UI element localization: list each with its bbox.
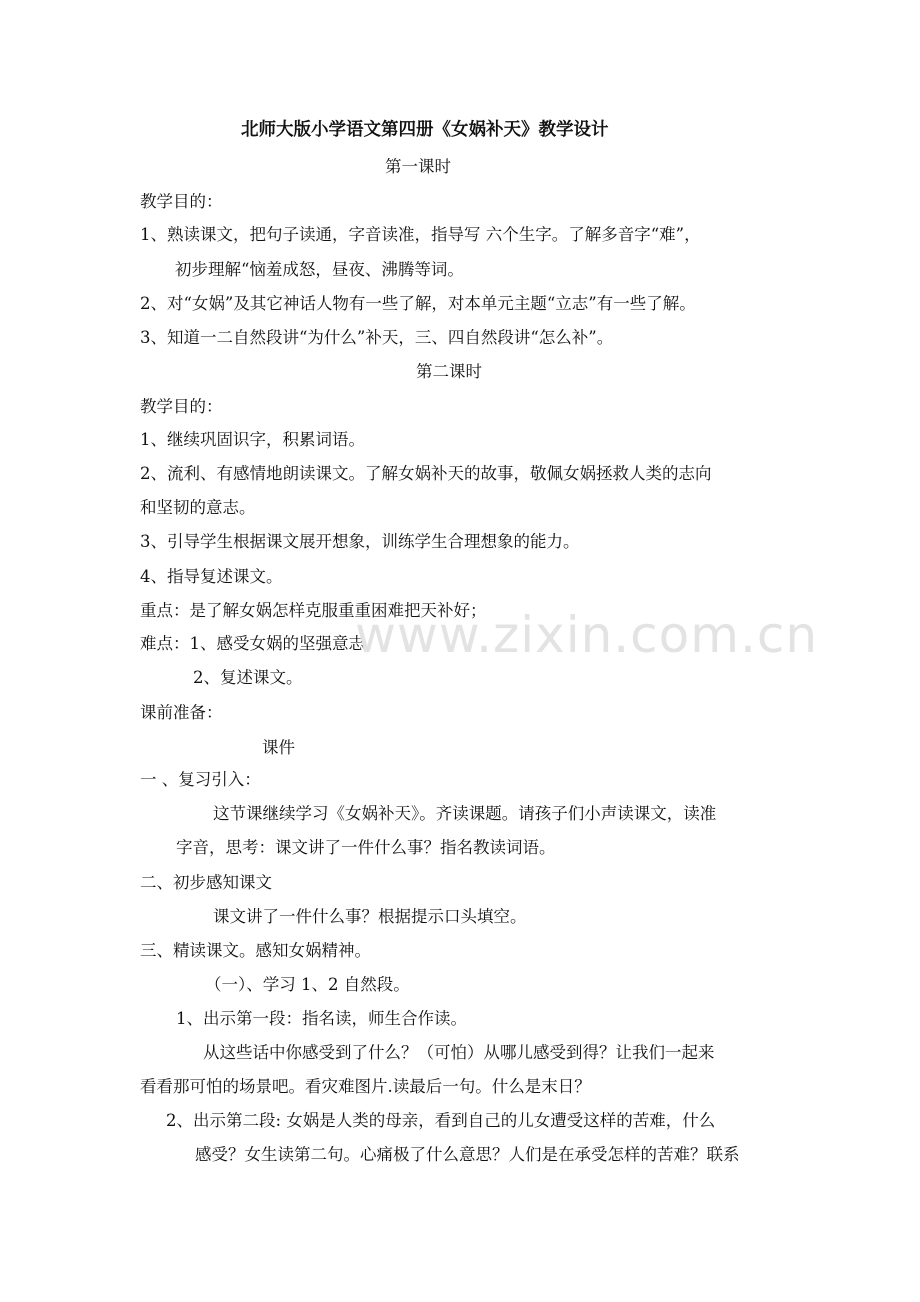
prep-item: 课件 [262,738,295,757]
document-title: 北师大版小学语文第四册《女娲补天》教学设计 [241,120,609,140]
lesson-2-heading: 第二课时 [416,362,482,381]
step-3-item-2-cont: 感受？女生读第二句。心痛极了什么意思？人们是在承受怎样的苦难？联系 [195,1145,740,1164]
goal-2-1: 1、继续巩固识字，积累词语。 [140,430,365,449]
goal-2-4: 4、指导复述课文。 [140,567,283,586]
step-1-heading: 一 、复习引入： [140,770,261,789]
step-3-sub: （一）、学习 1、2 自然段。 [205,975,410,994]
step-2-heading: 二、初步感知课文 [140,873,272,892]
step-3-heading: 三、精读课文。感知女娲精神。 [140,941,371,960]
goal-1-1: 1、熟读课文，把句子读通，字音读准，指导写 六个生字。了解多音字“难”， [140,225,701,244]
goal-2-2-cont: 和坚韧的意志。 [140,498,256,517]
step-1-text-cont: 字音，思考：课文讲了一件什么事？指名教读词语。 [176,838,556,857]
difficulty-1: 难点：1、感受女娲的坚强意志。 [140,634,382,653]
step-1-text: 这节课继续学习《女娲补天》。齐读课题。请孩子们小声读课文，读准 [213,804,717,823]
step-3-item-1-text-cont: 看看那可怕的场景吧。看灾难图片.读最后一句。什么是末日？ [140,1077,591,1096]
prep-heading: 课前准备： [140,703,223,722]
watermark: www.zixin.com.cn [355,606,819,664]
key-point: 重点：是了解女娲怎样克服重重困难把天补好； [140,601,487,620]
goal-2-2: 2、流利、有感情地朗读课文。了解女娲补天的故事，敬佩女娲拯救人类的志向 [140,464,712,483]
step-3-item-2: 2、出示第二段: 女娲是人类的母亲，看到自己的儿女遭受这样的苦难，什么 [166,1111,716,1130]
goal-1-3: 3、知道一二自然段讲“为什么”补天，三、四自然段讲“怎么补”。 [140,328,614,347]
step-3-item-1: 1、出示第一段：指名读，师生合作读。 [176,1009,467,1028]
difficulty-2: 2、复述课文。 [193,668,303,687]
goals-1-heading: 教学目的： [140,192,223,211]
lesson-1-heading: 第一课时 [385,157,451,176]
step-3-item-1-text: 从这些话中你感受到了什么？（可怕）从哪儿感受到得？让我们一起来 [203,1043,715,1062]
goal-1-1-cont: 初步理解“恼羞成怒，昼夜、沸腾等词。 [175,260,464,279]
goal-2-3: 3、引导学生根据课文展开想象，训练学生合理想象的能力。 [140,532,580,551]
goals-2-heading: 教学目的： [140,397,223,416]
goal-1-2: 2、对“女娲”及其它神话人物有一些了解，对本单元主题“立志”有一些了解。 [140,294,696,313]
step-2-text: 课文讲了一件什么事？根据提示口头填空。 [213,907,527,926]
